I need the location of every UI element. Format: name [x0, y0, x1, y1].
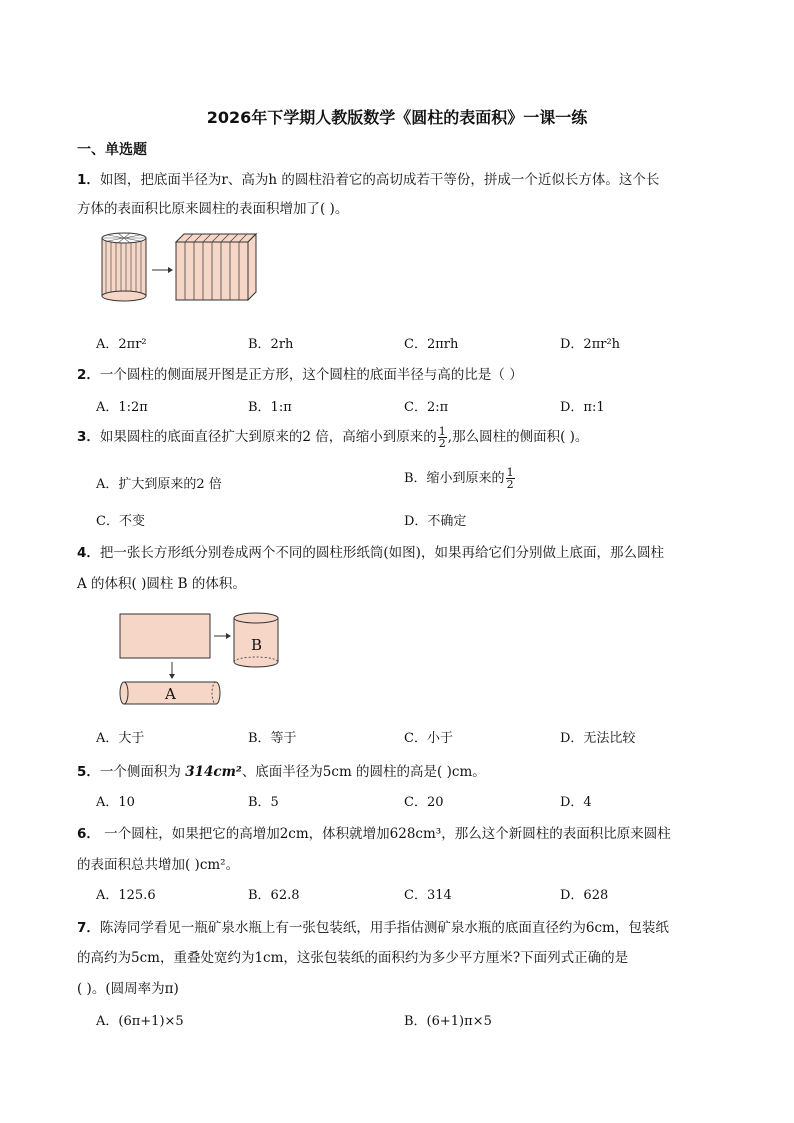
q1-option-b[interactable]: B．2rh [248, 337, 294, 352]
q6-option-a[interactable]: A．125.6 [96, 888, 156, 903]
page-title: 2026年下学期人教版数学《圆柱的表面积》一课一练 [206, 108, 588, 127]
question-text: 如果圆柱的底面直径扩大到原来的2 倍，高缩小到原来的 [99, 429, 437, 445]
q6-option-b[interactable]: B．62.8 [248, 888, 300, 903]
cylinder-to-cuboid-figure [96, 228, 266, 304]
q3-option-b[interactable]: B．缩小到原来的 $\frac{1}{2}$ [404, 466, 514, 491]
q2-option-b[interactable]: B．1:π [248, 400, 292, 415]
question-1-line2: 方体的表面积比原来圆柱的表面积增加了( )。 [77, 201, 349, 217]
question-text: 一个圆柱，如果把它的高增加2cm，体积就增加628cm³，那么这个新圆柱的表面积比原来圆柱 [99, 826, 671, 842]
section-heading: 一、单选题 [77, 142, 147, 158]
q4-option-a[interactable]: A．大于 [96, 731, 145, 746]
q7-option-b[interactable]: B．(6+1)π×5 [404, 1014, 492, 1029]
question-number: 5． [77, 764, 100, 780]
question-7-line3: ( )。(圆周率为π) [77, 981, 179, 997]
q4-option-b[interactable]: B．等于 [248, 731, 297, 746]
question-7-line2: 的高约为5cm，重叠处宽约为1cm，这张包装纸的面积约为多少平方厘米?下面列式正确的是 [77, 950, 629, 966]
question-text: 陈涛同学看见一瓶矿泉水瓶上有一张包装纸，用手指估测矿泉水瓶的底面直径约为6cm，包装纸 [99, 920, 669, 936]
question-text: 如图，把底面半径为r、高为h 的圆柱沿着它的高切成若干等份，拼成一个近似长方体。这个长 [99, 172, 660, 188]
fraction-half: $\frac{1}{2}$ [438, 425, 446, 450]
question-text: 一个侧面积为 [99, 764, 186, 780]
q7-option-a[interactable]: A．(6π+1)×5 [96, 1014, 184, 1029]
q5-option-c[interactable]: C．20 [404, 795, 444, 810]
q6-option-d[interactable]: D．628 [560, 888, 609, 903]
math-expression: 314cm² [185, 764, 242, 780]
q2-option-c[interactable]: C．2:π [404, 400, 449, 415]
q5-option-d[interactable]: D．4 [560, 795, 592, 810]
question-4-line2: A 的体积( )圆柱 B 的体积。 [77, 576, 246, 592]
question-6 [77, 822, 671, 842]
q5-option-b[interactable]: B．5 [248, 795, 279, 810]
q5-option-a[interactable]: A．10 [96, 795, 135, 810]
question-4 [77, 541, 664, 561]
q4-option-d[interactable]: D．无法比较 [560, 731, 636, 746]
question-5 [77, 760, 486, 780]
question-6-line2: 的表面积总共增加( )cm²。 [77, 857, 240, 873]
question-number: 1． [77, 172, 100, 188]
question-text: 把一张长方形纸分别卷成两个不同的圆柱形纸筒(如图)，如果再给它们分别做上底面，那么圆柱 [99, 545, 664, 561]
q2-option-d[interactable]: D．π:1 [560, 400, 605, 415]
cylinder-b-label: B [251, 636, 263, 654]
q4-option-c[interactable]: C．小于 [404, 731, 453, 746]
question-1 [77, 168, 659, 188]
question-text: 一个圆柱的侧面展开图是正方形，这个圆柱的底面半径与高的比是（ ） [99, 367, 523, 383]
question-number: 4． [77, 545, 100, 561]
q2-option-a[interactable]: A．1:2π [96, 400, 148, 415]
question-3 [77, 425, 588, 449]
q1-option-d[interactable]: D．2πr²h [560, 337, 621, 352]
question-2 [77, 363, 523, 383]
question-number: 6． [77, 826, 100, 842]
paper-roll-figure [114, 608, 284, 712]
question-text-cont: ,那么圆柱的侧面积( )。 [447, 429, 589, 445]
question-number: 7． [77, 920, 100, 936]
fraction-half: $\frac{1}{2}$ [506, 466, 514, 491]
q1-option-a[interactable]: A．2πr² [96, 337, 147, 352]
question-number: 3． [77, 429, 100, 445]
q3-option-a[interactable]: A．扩大到原来的2 倍 [96, 477, 222, 492]
question-7 [77, 916, 669, 936]
question-number: 2． [77, 367, 100, 383]
question-text-cont: 、底面半径为5cm 的圆柱的高是( )cm。 [241, 764, 486, 780]
q1-option-c[interactable]: C．2πrh [404, 337, 459, 352]
q3-option-d[interactable]: D．不确定 [404, 514, 467, 529]
cylinder-a-label: A [165, 685, 176, 703]
q6-option-c[interactable]: C．314 [404, 888, 452, 903]
q3-option-c[interactable]: C．不变 [96, 514, 145, 529]
